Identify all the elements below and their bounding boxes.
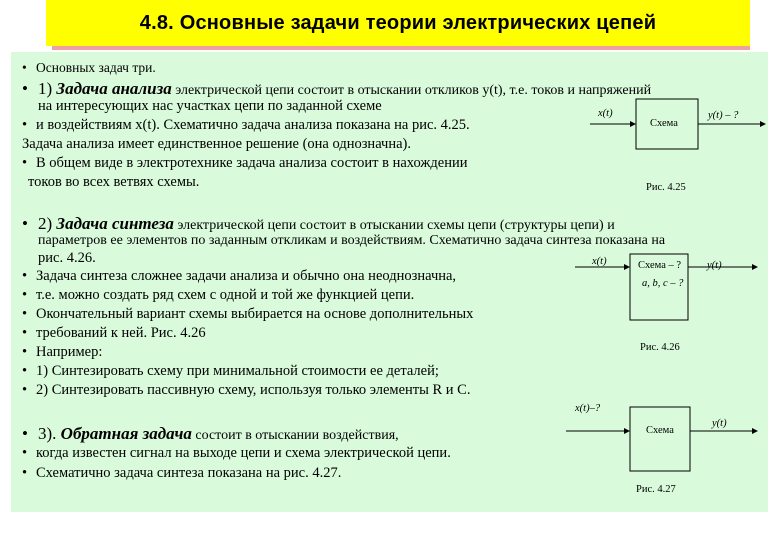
diagram2-params-label: a, b, c – ?: [642, 278, 684, 289]
diagram1-input-label: x(t): [598, 108, 613, 119]
diagram1-box-label: Схема: [650, 118, 678, 129]
diagram3-caption: Рис. 4.27: [636, 484, 676, 495]
diagram1-output-label: y(t) – ?: [708, 110, 739, 121]
diagram3-output-label: y(t): [712, 418, 727, 429]
text-line: • и воздействиям x(t). Схематично задача анализа показана на рис. 4.25.: [22, 117, 470, 133]
text-line: • Схематично задача синтеза показана на рис. 4.27.: [22, 465, 341, 481]
text-line: • Окончательный вариант схемы выбирается на основе дополнительных: [22, 306, 473, 322]
diagram3-input-label: x(t)–?: [575, 403, 601, 414]
text-line: • требований к ней. Рис. 4.26: [22, 325, 206, 341]
diagram2-box-label: Схема – ?: [638, 260, 682, 271]
text-line: рис. 4.26.: [38, 250, 96, 266]
diagram3-box-label: Схема: [646, 425, 674, 436]
text-line: • т.е. можно создать ряд схем с одной и той же функцией цепи.: [22, 287, 414, 303]
text-line: на интересующих нас участках цепи по заданной схеме: [38, 98, 382, 114]
diagram1-output-arrowhead: [760, 121, 766, 127]
diagram2-output-label: y(t): [707, 260, 722, 271]
text-line: • В общем виде в электротехнике задача анализа состоит в нахождении: [22, 155, 468, 171]
text-line: • Основных задач три.: [22, 60, 156, 76]
text-line: • когда известен сигнал на выходе цепи и схема электрической цепи.: [22, 445, 451, 461]
page-title: 4.8. Основные задачи теории электрических цепей: [139, 11, 657, 34]
text-line: параметров ее элементов по заданным откликам и воздействиям. Схематично задача синтеза показана на: [38, 233, 666, 248]
diagram3-input-arrowhead: [624, 428, 630, 434]
diagram1-caption: Рис. 4.25: [646, 182, 686, 193]
diagram2-input-label: x(t): [592, 256, 607, 267]
diagram1-input-arrowhead: [630, 121, 636, 127]
text-line: Задача анализа имеет единственное решение (она однозначна).: [22, 136, 411, 152]
text-line: токов во всех ветвях схемы.: [28, 174, 200, 190]
text-line: • Задача синтеза сложнее задачи анализа и обычно она неоднозначна,: [22, 268, 456, 284]
diagram2-caption: Рис. 4.26: [640, 342, 680, 353]
diagram2-input-arrowhead: [624, 264, 630, 270]
task-analysis-heading: • 1) Задача анализа электрической цепи состоит в отыскании откликов y(t), т.е. токов и напряжений: [22, 79, 651, 100]
diagram3-output-arrowhead: [752, 428, 758, 434]
text-line: • Например:: [22, 344, 102, 360]
diagram3-box: [630, 407, 690, 471]
diagram2-output-arrowhead: [752, 264, 758, 270]
task-inverse-heading: • 3). Обратная задача состоит в отыскании воздействия,: [22, 424, 399, 445]
task-synthesis-heading: • 2) Задача синтеза электрической цепи состоит в отыскании схемы цепи (структуры цепи) и: [22, 214, 615, 235]
text-line: • 1) Синтезировать схему при минимальной стоимости ее деталей;: [22, 363, 439, 379]
text-line: • 2) Синтезировать пассивную схему, используя только элементы R и C.: [22, 382, 470, 398]
